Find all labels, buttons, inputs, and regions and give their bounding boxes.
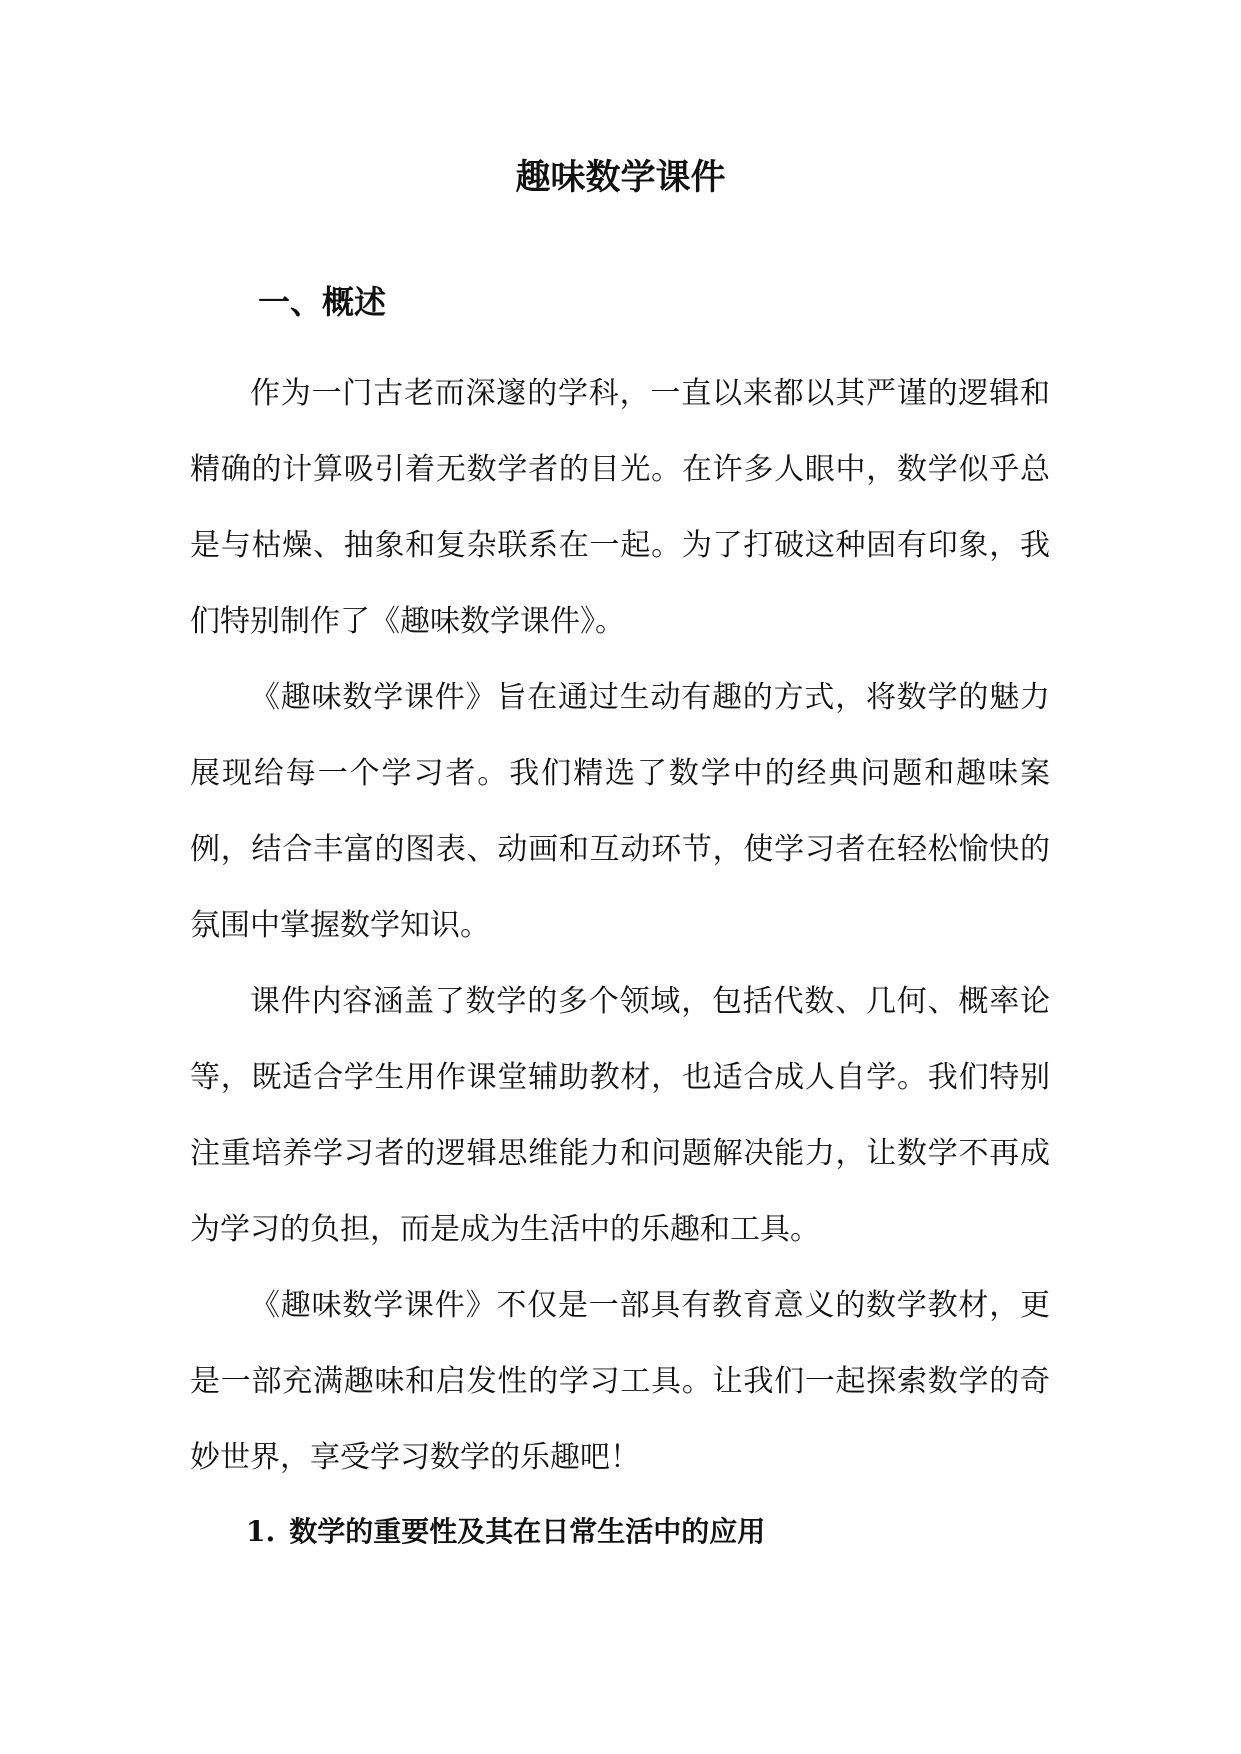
paragraph-4: 《趣味数学课件》不仅是一部具有教育意义的数学教材，更是一部充满趣味和启发性的学习工具。让我们一起探索数学的奇妙世界，享受学习数学的乐趣吧！ [190, 1288, 1050, 1475]
paragraph-3: 课件内容涵盖了数学的多个领域，包括代数、几何、概率论等，既适合学生用作课堂辅助教材，也适合成人自学。我们特别注重培养学习者的逻辑思维能力和问题解决能力，让数学不再成为学习的负担，而是成为生活中的乐趣和工具。 [190, 984, 1050, 1247]
paragraph-1: 作为一门古老而深邃的学科，一直以来都以其严谨的逻辑和精确的计算吸引着无数学者的目光。在许多人眼中，数学似乎总是与枯燥、抽象和复杂联系在一起。为了打破这种固有印象，我们特别制作了《趣味数学课件》。 [190, 376, 1050, 639]
subsection-title: 数学的重要性及其在日常生活中的应用 [289, 1515, 766, 1548]
paragraph-2: 《趣味数学课件》旨在通过生动有趣的方式，将数学的魅力展现给每一个学习者。我们精选了数学中的经典问题和趣味案例，结合丰富的图表、动画和互动环节，使学习者在轻松愉快的氛围中掌握数学知识。 [190, 680, 1050, 943]
subsection-number: 1. [246, 1515, 276, 1548]
document-title: 趣味数学课件 [515, 157, 726, 198]
section-heading-overview: 一、概述 [258, 283, 387, 321]
subsection-heading [246, 1502, 765, 1562]
